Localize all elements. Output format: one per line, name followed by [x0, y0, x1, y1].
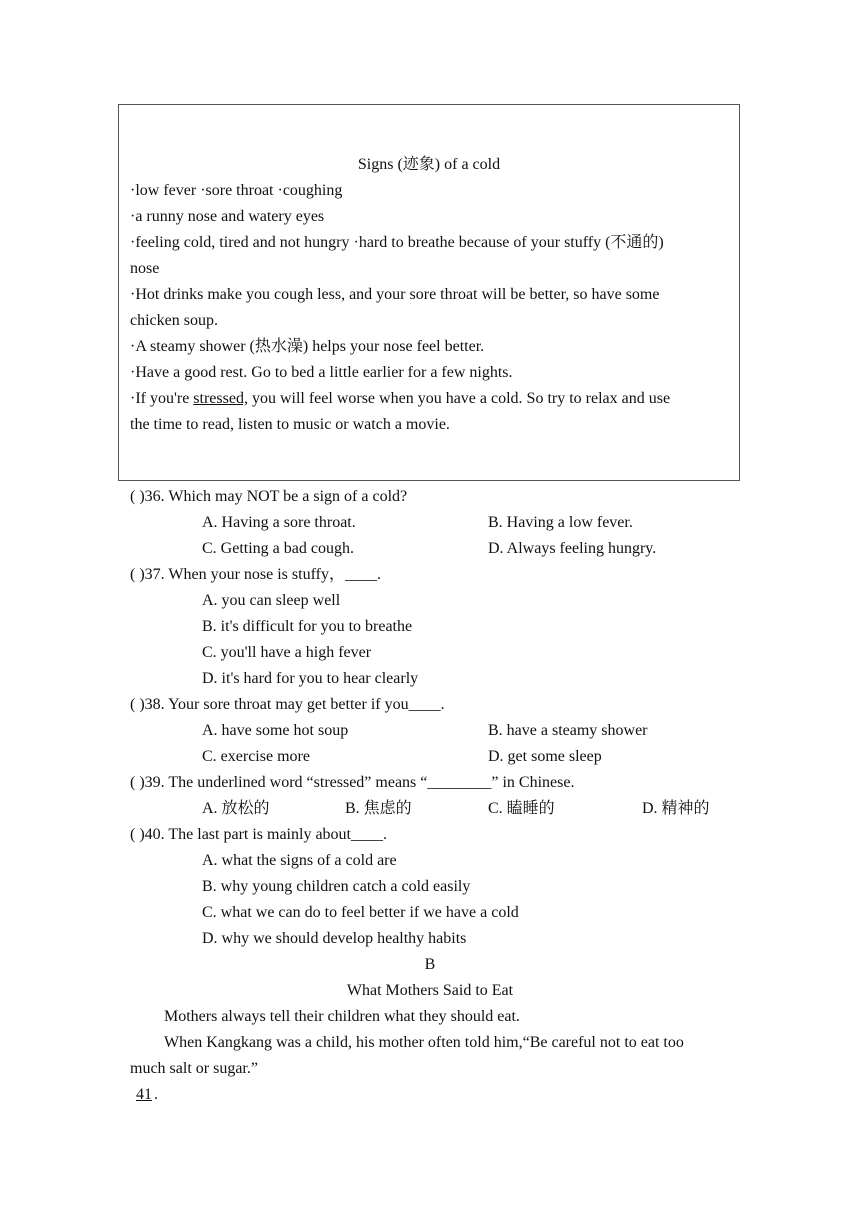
paragraph-line: Mothers always tell their children what they should eat. — [164, 1008, 520, 1025]
blank-punct: . — [154, 1086, 158, 1103]
question-stem: ( )40. The last part is mainly about____. — [130, 826, 387, 843]
answer-option: D. it's hard for you to hear clearly — [202, 670, 419, 687]
signs-line: ·low fever ·sore throat ·coughing — [130, 182, 343, 199]
passage-title: Signs (迹象) of a cold — [357, 156, 501, 173]
signs-line: ·feeling cold, tired and not hungry ·hard to breathe because of your stuffy (不通的) — [130, 234, 664, 251]
section-title: What Mothers Said to Eat — [346, 982, 514, 999]
tip-text: you will feel worse when you have a cold. So try to relax and use — [247, 390, 671, 407]
blank-41 — [130, 1082, 158, 1108]
answer-option: B. why young children catch a cold easily — [202, 878, 471, 895]
answer-option: C. 瞌睡的 — [488, 800, 555, 817]
answer-option: A. 放松的 — [202, 800, 270, 817]
blank-number: 41 — [136, 1086, 152, 1103]
question-stem: ( )38. Your sore throat may get better if you____. — [130, 696, 445, 713]
tip-line: ·A steamy shower (热水澡) helps your nose feel better. — [130, 338, 485, 355]
answer-option: D. 精神的 — [642, 800, 710, 817]
tip-line: chicken soup. — [130, 312, 218, 329]
signs-line: nose — [130, 260, 160, 277]
tip-text: ·If you're — [130, 390, 194, 407]
answer-option: A. what the signs of a cold are — [202, 852, 397, 869]
signs-line: ·a runny nose and watery eyes — [130, 208, 325, 225]
answer-option: B. 焦虑的 — [345, 800, 412, 817]
answer-option: C. Getting a bad cough. — [202, 540, 354, 557]
answer-option: B. it's difficult for you to breathe — [202, 618, 413, 635]
answer-option: D. Always feeling hungry. — [488, 540, 657, 557]
answer-option: A. you can sleep well — [202, 592, 341, 609]
answer-option: A. Having a sore throat. — [202, 514, 356, 531]
answer-option: B. Having a low fever. — [488, 514, 633, 531]
section-letter: B — [424, 956, 436, 973]
answer-option: C. you'll have a high fever — [202, 644, 372, 661]
tip-line: ·Hot drinks make you cough less, and your sore throat will be better, so have some — [130, 286, 660, 303]
answer-option: B. have a steamy shower — [488, 722, 648, 739]
question-stem: ( )39. The underlined word “stressed” means “________” in Chinese. — [130, 774, 575, 791]
answer-option: C. exercise more — [202, 748, 310, 765]
answer-option: D. get some sleep — [488, 748, 602, 765]
question-stem: ( )36. Which may NOT be a sign of a cold? — [130, 488, 408, 505]
paragraph-line: much salt or sugar.” — [130, 1060, 258, 1077]
underlined-word: stressed, — [193, 390, 248, 407]
paragraph-line: When Kangkang was a child, his mother often told him,“Be careful not to eat too — [164, 1034, 684, 1051]
tip-line: the time to read, listen to music or watch a movie. — [130, 416, 450, 433]
answer-option: D. why we should develop healthy habits — [202, 930, 467, 947]
answer-option: C. what we can do to feel better if we have a cold — [202, 904, 519, 921]
question-stem: ( )37. When your nose is stuffy，____. — [130, 566, 381, 583]
tip-line: ·Have a good rest. Go to bed a little earlier for a few nights. — [130, 364, 513, 381]
answer-option: A. have some hot soup — [202, 722, 349, 739]
tip-line — [130, 386, 670, 412]
